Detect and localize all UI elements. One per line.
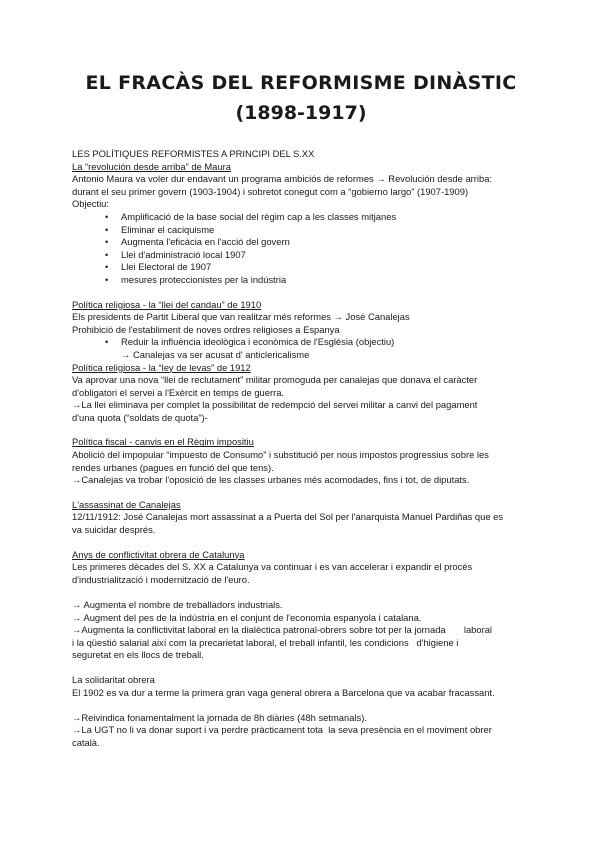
paragraph-line: →Canalejas va trobar l'oposició de les classes urbanes més acomodades, fins i tot, de diputats.: [72, 474, 470, 486]
section-conflictivitat-obrera: [72, 549, 530, 662]
section-assassinat-canalejas: [72, 499, 530, 537]
section-heading-llei-candau: Política religiosa - la “llei del candau” de 1910: [72, 298, 262, 310]
paragraph-line: durant el seu primer govern (1903-1904) i sobretot conegut com a “gobierno largo” (1907-1909): [72, 185, 469, 197]
paragraph-line: va suicidar després.: [72, 524, 156, 536]
paragraph-line: Objectiu:: [72, 198, 109, 210]
list-item: • mesures proteccionistes per la indústria: [105, 274, 530, 287]
list-item: • Llei d'administració local 1907: [105, 249, 530, 262]
paragraph-line: seguretat en els llocs de treball.: [72, 649, 204, 661]
candau-list: [72, 336, 530, 349]
paragraph-line: Els presidents de Partit Liberal que van realitzar més reformes → José Canalejas: [72, 311, 410, 323]
paragraph-line: rendes urbanes (pagues en funció del que tens).: [72, 461, 274, 473]
section-heading-solidaritat: La solidaritat obrera: [72, 673, 155, 685]
section-politica-fiscal: [72, 436, 530, 486]
section-ley-levas: [72, 362, 530, 425]
paragraph-line: → Augmenta el nombre de treballadors industrials.: [72, 599, 283, 610]
section-llei-candau: [72, 299, 530, 362]
paragraph-line: → Augment del pes de la indústria en el conjunt de l'economia espanyola i catalana.: [72, 611, 422, 623]
paragraph-line: català.: [72, 736, 100, 748]
list-item: • Eliminar el caciquisme: [105, 224, 530, 237]
section-maura: [72, 148, 530, 287]
paragraph-line: 12/11/1912: José Canalejas mort assassinat a a Puerta del Sol per l'anarquista Manuel Pardiñas que es: [72, 511, 504, 523]
paragraph-line: d'una quota (“soldats de quota”)-: [72, 411, 208, 423]
objectives-list: [72, 211, 530, 287]
paragraph-line: d'obligatori el servei a l'Exèrcit en temps de guerra.: [72, 386, 285, 398]
section-solidaritat-obrera: [72, 674, 530, 750]
paragraph-line: Abolició del impopular “impuesto de Consumo” i substitució per nous impostos progressius sobre les: [72, 449, 489, 461]
sub-point: → Canalejas va ser acusat d' anticlericalisme: [121, 348, 310, 360]
list-item: • Amplificació de la base social del règim cap a les classes mitjanes: [105, 211, 530, 224]
paragraph-line: →La llei eliminava per complet la possibilitat de redempció del servei militar a canvi del pagament: [72, 399, 478, 411]
document-title: EL FRACÀS DEL REFORMISME DINÀSTIC: [85, 72, 517, 94]
paragraph-line: El 1902 es va dur a terme la primera gran vaga general obrera a Barcelona que va acabar fracassant.: [72, 686, 495, 698]
document-subtitle: (1898-1917): [235, 102, 367, 124]
paragraph-line: d'industrialització i modernització de l'euro.: [72, 573, 250, 585]
section-overline: LES POLÍTIQUES REFORMISTES A PRINCIPI DEL S.XX: [72, 148, 315, 159]
paragraph-line: Antonio Maura va voler dur endavant un programa ambiciós de reformes → Revolución desde arriba:: [72, 173, 493, 185]
section-heading-politica-fiscal: Política fiscal - canvis en el Règim impositiu: [72, 436, 254, 448]
section-heading-assassinat: L'assassinat de Canalejas: [72, 498, 181, 510]
blank-line: [72, 699, 530, 712]
list-item: • Reduir la influència ideològica i econòmica de l'Església (objectiu): [105, 336, 530, 349]
paragraph-line: →Reivindica fonamentalment la jornada de 8h diàries (48h setmanals).: [72, 711, 367, 723]
section-heading-maura: La “revolución desde arriba” de Maura: [72, 160, 231, 172]
list-item: • Augmenta l'eficàcia en l'acció del govern: [105, 236, 530, 249]
section-heading-ley-levas: Política religiosa - la “ley de levas” de 1912: [72, 361, 251, 373]
paragraph-line: Va aprovar una nova “llei de reclutament” militar promoguda per canalejas que donava el caràcter: [72, 374, 478, 386]
paragraph-line: i la qüestió salarial així com la precarietat laboral, el treball infantil, les condicions d'higiene i: [72, 636, 459, 648]
paragraph-line: Les primeres dècades del S. XX a Catalunya va continuar i es van accelerar i expandir el procés: [72, 561, 473, 573]
list-item: • Llei Electoral de 1907: [105, 261, 530, 274]
blank-line: [72, 586, 530, 599]
paragraph-line: Prohibició de l'establiment de noves ordres religioses a Espanya: [72, 323, 340, 335]
paragraph-line: →Augmenta la conflictivitat laboral en la dialèctica patronal-obrers sobre tot per la jornada laboral: [72, 624, 493, 636]
section-heading-conflictivitat: Anys de conflictivitat obrera de Catalunya: [72, 548, 245, 560]
paragraph-line: →La UGT no li va donar suport i va perdre pràcticament tota la seva presència en el moviment obrer: [72, 724, 492, 736]
